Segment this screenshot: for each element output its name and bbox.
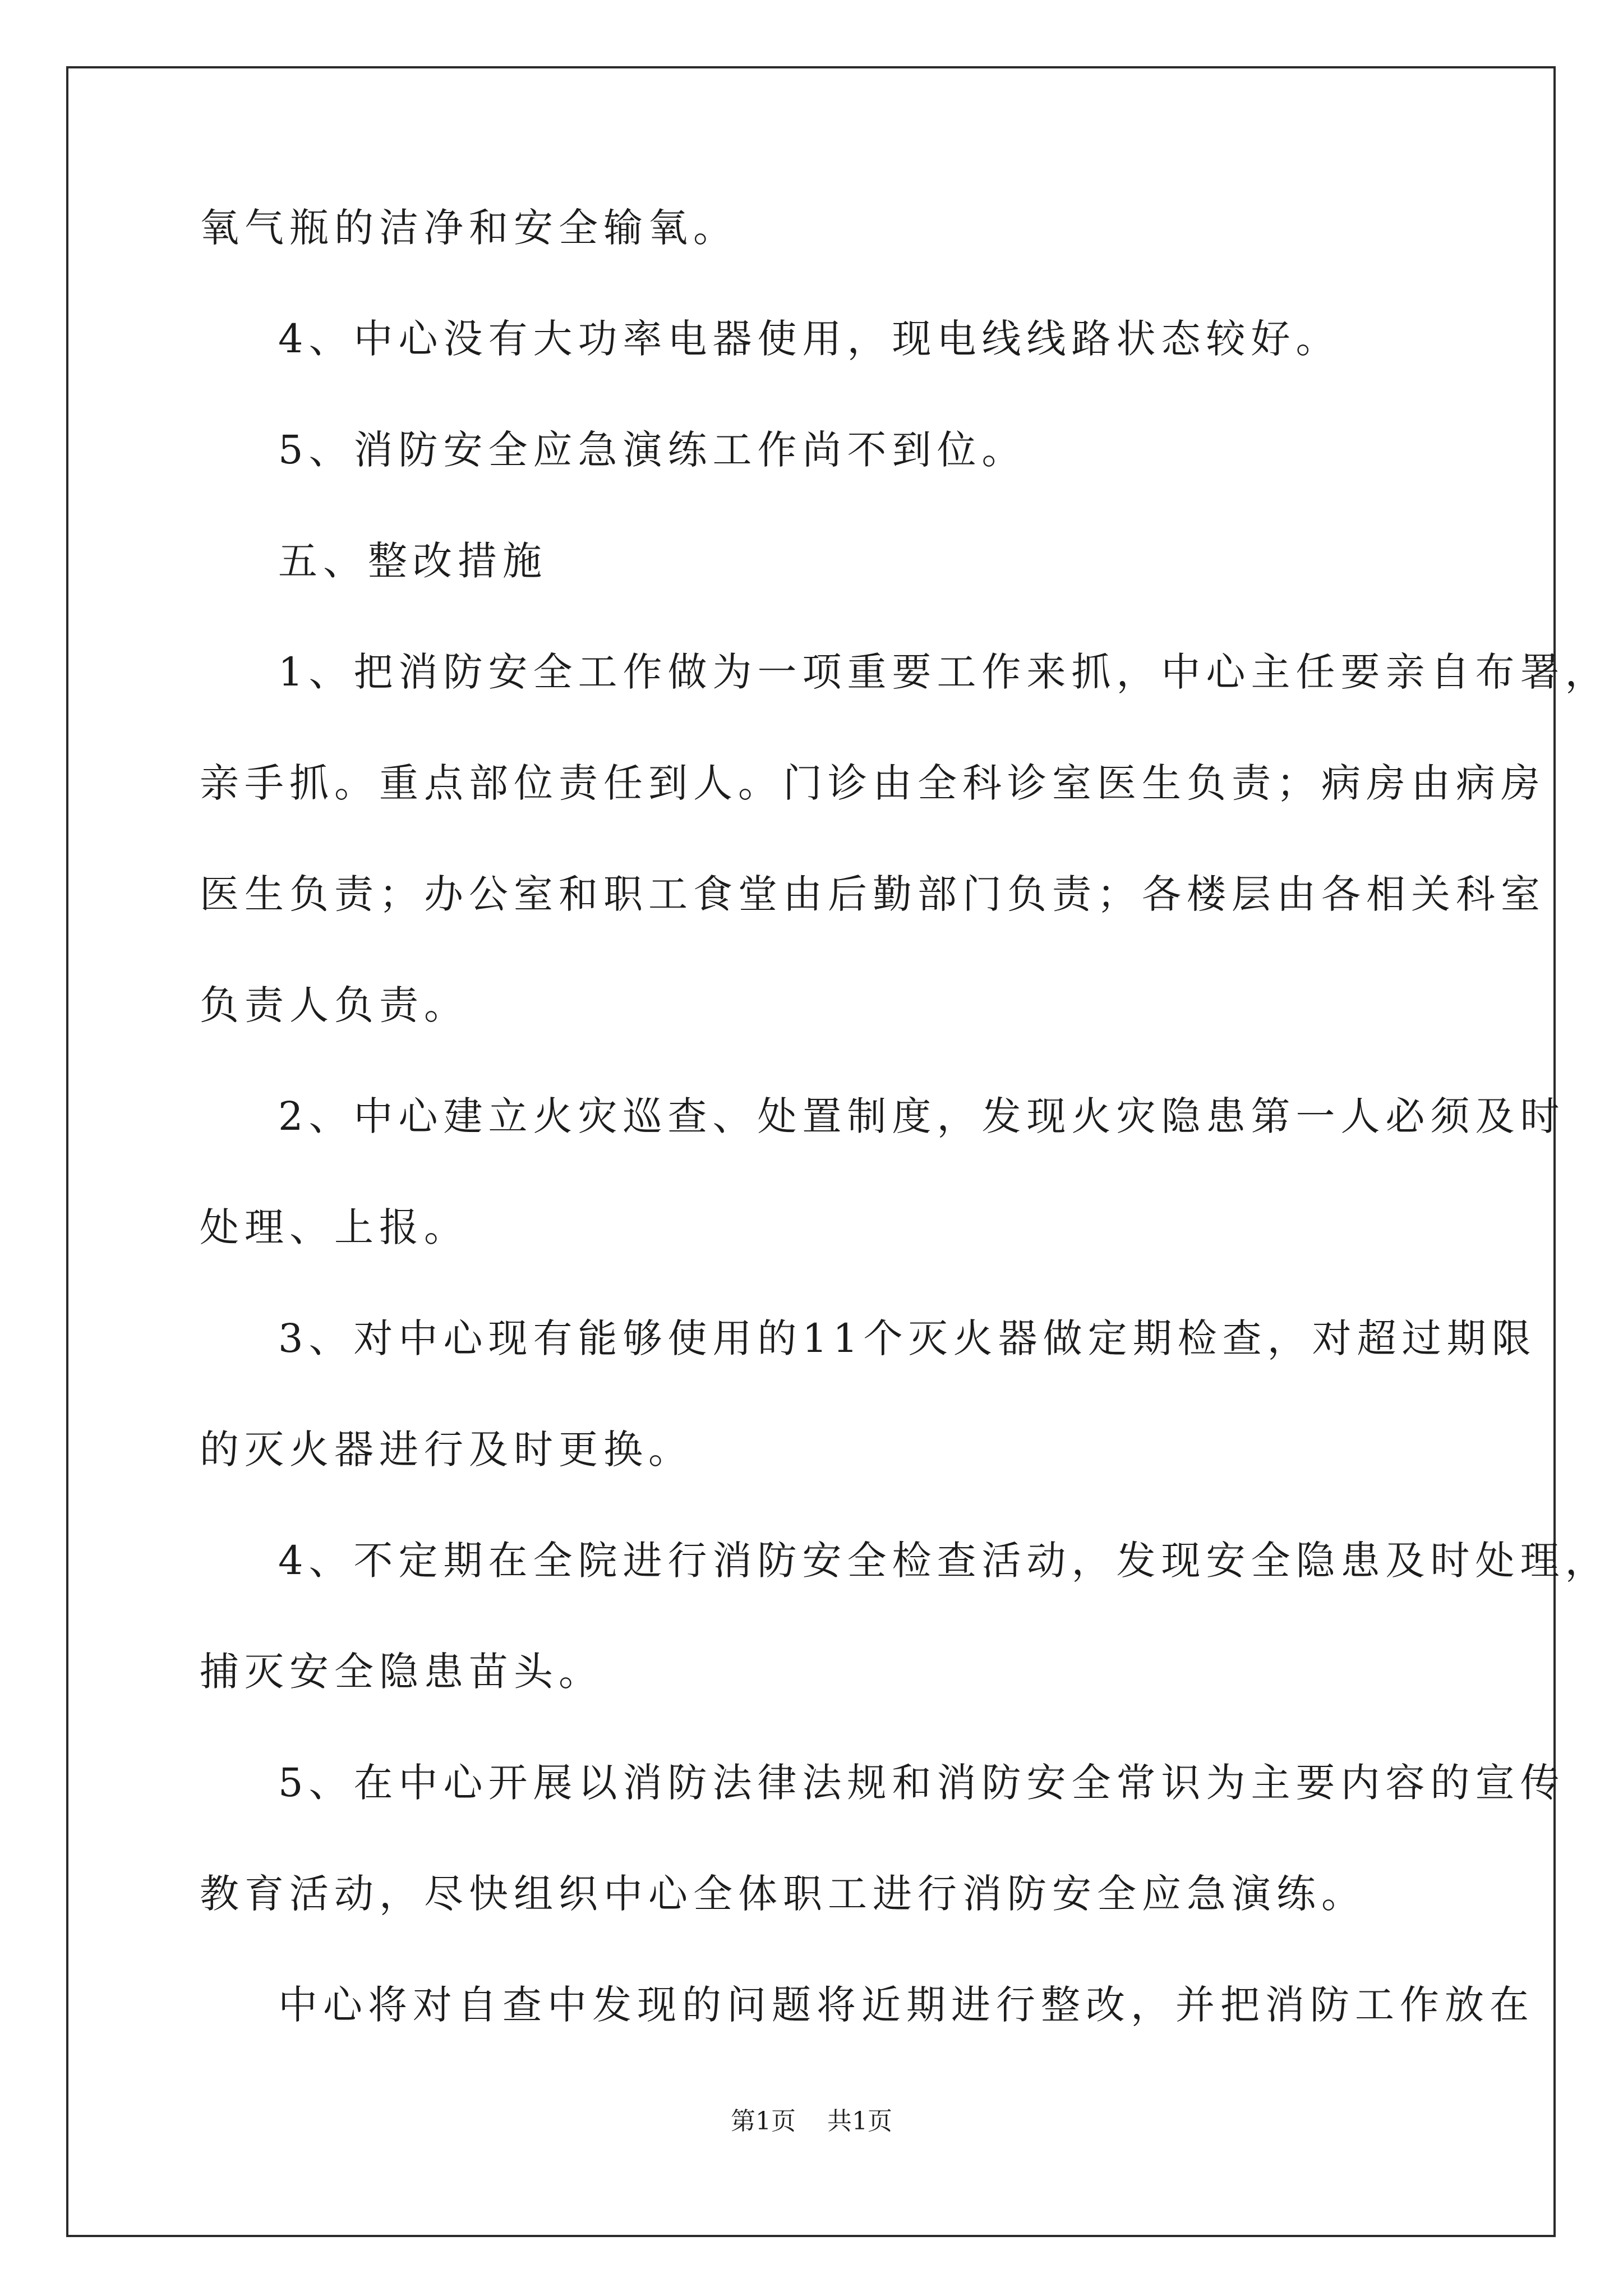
page-footer: [0, 2101, 1623, 2137]
text-line: 1、把消防安全工作做为一项重要工作来抓，中心主任要亲自布署，: [278, 649, 1610, 695]
text-line: 处理、上报。: [200, 1204, 469, 1250]
text-line: 捕灭安全隐患苗头。: [200, 1649, 603, 1695]
text-line: 中心将对自查中发现的问题将近期进行整改，并把消防工作放在: [278, 1982, 1534, 2028]
text-line: 5、消防安全应急演练工作尚不到位。: [278, 427, 1027, 473]
page-number: 第1页: [731, 2107, 796, 2136]
total-pages: 共1页: [827, 2107, 892, 2136]
text-line: 4、中心没有大功率电器使用，现电线线路状态较好。: [278, 316, 1341, 362]
text-line: 2、中心建立火灾巡查、处置制度，发现火灾隐患第一人必须及时: [278, 1093, 1565, 1139]
text-line: 4、不定期在全院进行消防安全检查活动，发现安全隐患及时处理，: [278, 1538, 1610, 1584]
text-line: 亲手抓。重点部位责任到人。门诊由全科诊室医生负责；病房由病房: [200, 760, 1546, 806]
text-line: 5、在中心开展以消防法律法规和消防安全常识为主要内容的宣传: [278, 1760, 1565, 1806]
section-heading: 五、整改措施: [278, 538, 547, 584]
text-line: 的灭火器进行及时更换。: [200, 1427, 693, 1473]
text-line: 负责人负责。: [200, 982, 469, 1028]
text-line: 医生负责；办公室和职工食堂由后勤部门负责；各楼层由各相关科室: [200, 871, 1546, 917]
text-line: 氧气瓶的洁净和安全输氧。: [200, 205, 738, 251]
text-line: 3、对中心现有能够使用的11个灭火器做定期检查，对超过期限: [278, 1315, 1537, 1361]
text-line: 教育活动，尽快组织中心全体职工进行消防安全应急演练。: [200, 1871, 1366, 1917]
